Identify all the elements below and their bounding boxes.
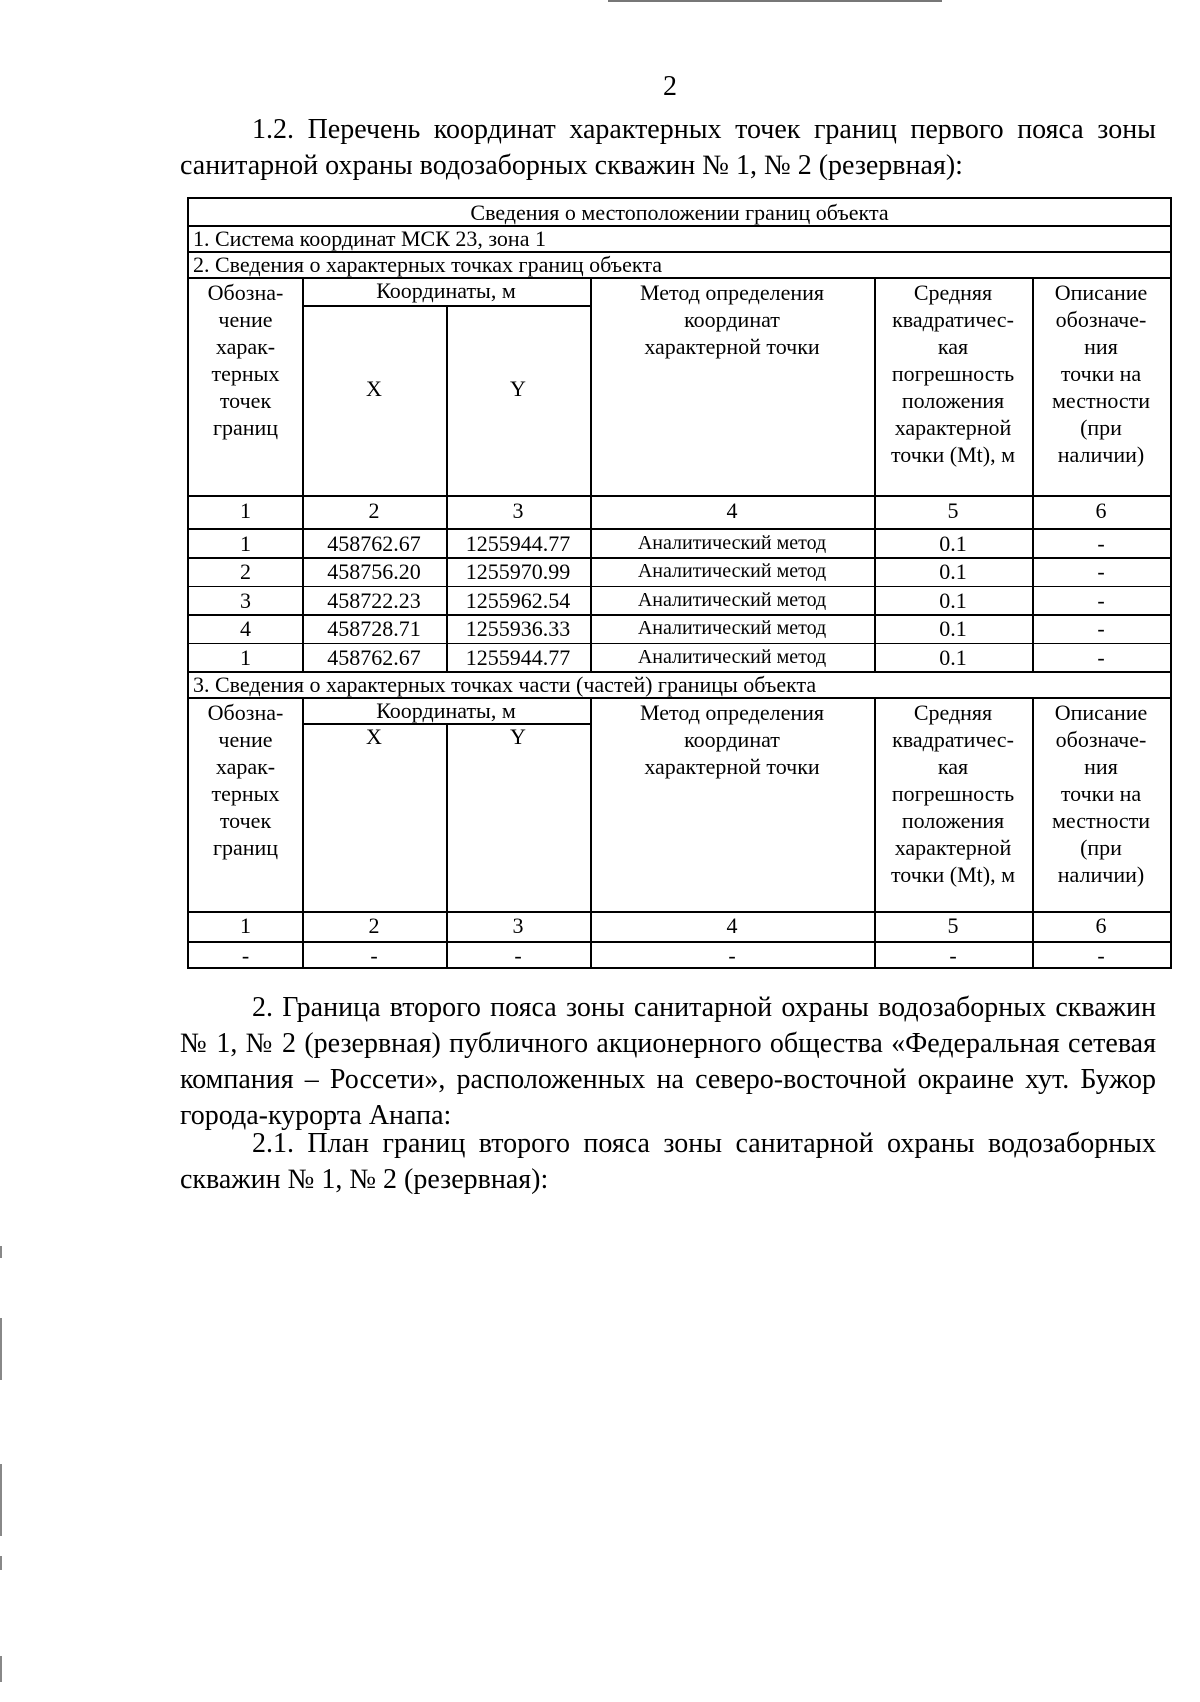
section-3-header-row: 3. Сведения о характерных точках части (частей) границы объекта (193, 672, 817, 697)
boundary-coordinates-table (187, 197, 1172, 969)
table-title: Сведения о местоположении границ объекта (470, 200, 889, 225)
top-scan-rule (608, 0, 942, 2)
scan-edge-mark (0, 1246, 2, 1258)
header-error-section-3: Средняя квадратичес- кая погрешность положения характерной точки (Mt), м (890, 700, 1016, 887)
table-cell: - (1097, 644, 1105, 670)
section-1-2-heading: 1.2. Перечень координат характерных точек границ первого пояса зоны санитарной охраны водозаборных скважин № 1, № 2 (резервная): (180, 114, 1156, 181)
table-cell: - (728, 943, 736, 968)
table-cell: 1255970.99 (465, 559, 571, 585)
coordinate-system-row: 1. Система координат МСК 23, зона 1 (193, 226, 546, 251)
table-cell: - (1097, 587, 1105, 613)
table-cell: 2 (240, 559, 251, 585)
table-cell: 458728.71 (327, 616, 421, 642)
table-cell: 458762.67 (327, 531, 421, 556)
header-coordinates-section-2: Координаты, м (376, 278, 516, 303)
page-number: 2 (663, 71, 677, 102)
table-cell: 458756.20 (327, 559, 421, 585)
column-number: 1 (240, 913, 251, 938)
table-cell: Аналитический метод (637, 645, 827, 668)
header-y: Y (510, 724, 526, 749)
scan-edge-mark (0, 1656, 2, 1682)
table-cell: 0.1 (939, 531, 967, 556)
table-cell: 1255944.77 (465, 531, 571, 556)
column-number: 3 (512, 913, 524, 938)
table-cell: 0.1 (939, 559, 967, 585)
table-cell: - (514, 943, 522, 968)
header-designation-section-3: Обозна- чение харак- терных точек границ (207, 700, 284, 860)
table-cell: - (1097, 943, 1105, 968)
scan-edge-mark (0, 1318, 2, 1380)
table-cell: 3 (240, 587, 251, 613)
table-cell: - (1097, 531, 1105, 556)
header-error-section-2: Средняя квадратичес- кая погрешность положения характерной точки (Mt), м (890, 280, 1016, 467)
table-cell: 458762.67 (327, 644, 421, 670)
table-cell: 458722.23 (327, 587, 421, 613)
table-cell: 0.1 (939, 616, 967, 642)
column-number: 4 (726, 913, 738, 938)
table-cell: - (1097, 559, 1105, 585)
scan-edge-mark (0, 1464, 2, 1536)
column-number: 6 (1095, 913, 1107, 938)
column-number: 3 (512, 498, 524, 523)
table-cell: 4 (240, 616, 251, 642)
column-number: 5 (947, 498, 959, 523)
column-number: 1 (240, 498, 251, 523)
table-cell: - (949, 943, 957, 968)
table-cell: - (1097, 616, 1105, 642)
table-cell: 1 (240, 531, 251, 556)
table-cell: 1255936.33 (465, 616, 571, 642)
column-number: 4 (726, 498, 738, 523)
table-cell: Аналитический метод (637, 532, 827, 554)
table-cell: 1255944.77 (465, 644, 571, 670)
header-coordinates-section-3: Координаты, м (376, 698, 516, 723)
table-cell: Аналитический метод (637, 560, 827, 583)
section-2-paragraph: 2. Граница второго пояса зоны санитарной охраны водозаборных скважин № 1, № 2 (резервная) публичного акционерного общества «Федеральная сетевая компания – Россети», расположенных на северо-восточной окраине хут. Бужор города-курорта Анапа: (180, 992, 1156, 1131)
header-description-section-2: Описание обозначе- ния точки на местности (при наличии) (1051, 280, 1151, 467)
scan-edge-mark (0, 1556, 2, 1570)
header-description-section-3: Описание обозначе- ния точки на местности (при наличии) (1051, 700, 1151, 887)
column-number: 2 (368, 498, 380, 523)
table-cell: 0.1 (939, 644, 967, 670)
header-method-section-3: Метод определения координат характерной точки (639, 700, 825, 779)
table-cell: 1255962.54 (465, 587, 571, 613)
header-designation-section-2: Обозна- чение харак- терных точек границ (207, 280, 284, 440)
header-method-section-2: Метод определения координат характерной точки (639, 280, 825, 359)
table-cell: 0.1 (939, 587, 967, 613)
table-cell: - (241, 943, 250, 968)
table-cell: 1 (240, 644, 251, 670)
header-x: X (366, 724, 382, 749)
section-2-header-row: 2. Сведения о характерных точках границ объекта (193, 252, 662, 277)
table-cell: Аналитический метод (637, 588, 827, 611)
column-number: 6 (1095, 498, 1107, 523)
column-number: 2 (368, 913, 380, 938)
column-number: 5 (947, 913, 959, 938)
header-y: Y (510, 376, 526, 401)
table-cell: - (370, 943, 378, 968)
table-cell: Аналитический метод (637, 617, 827, 640)
header-x: X (366, 376, 382, 401)
section-2-1-paragraph: 2.1. План границ второго пояса зоны санитарной охраны водозаборных скважин № 1, № 2 (резервная): (180, 1128, 1156, 1195)
